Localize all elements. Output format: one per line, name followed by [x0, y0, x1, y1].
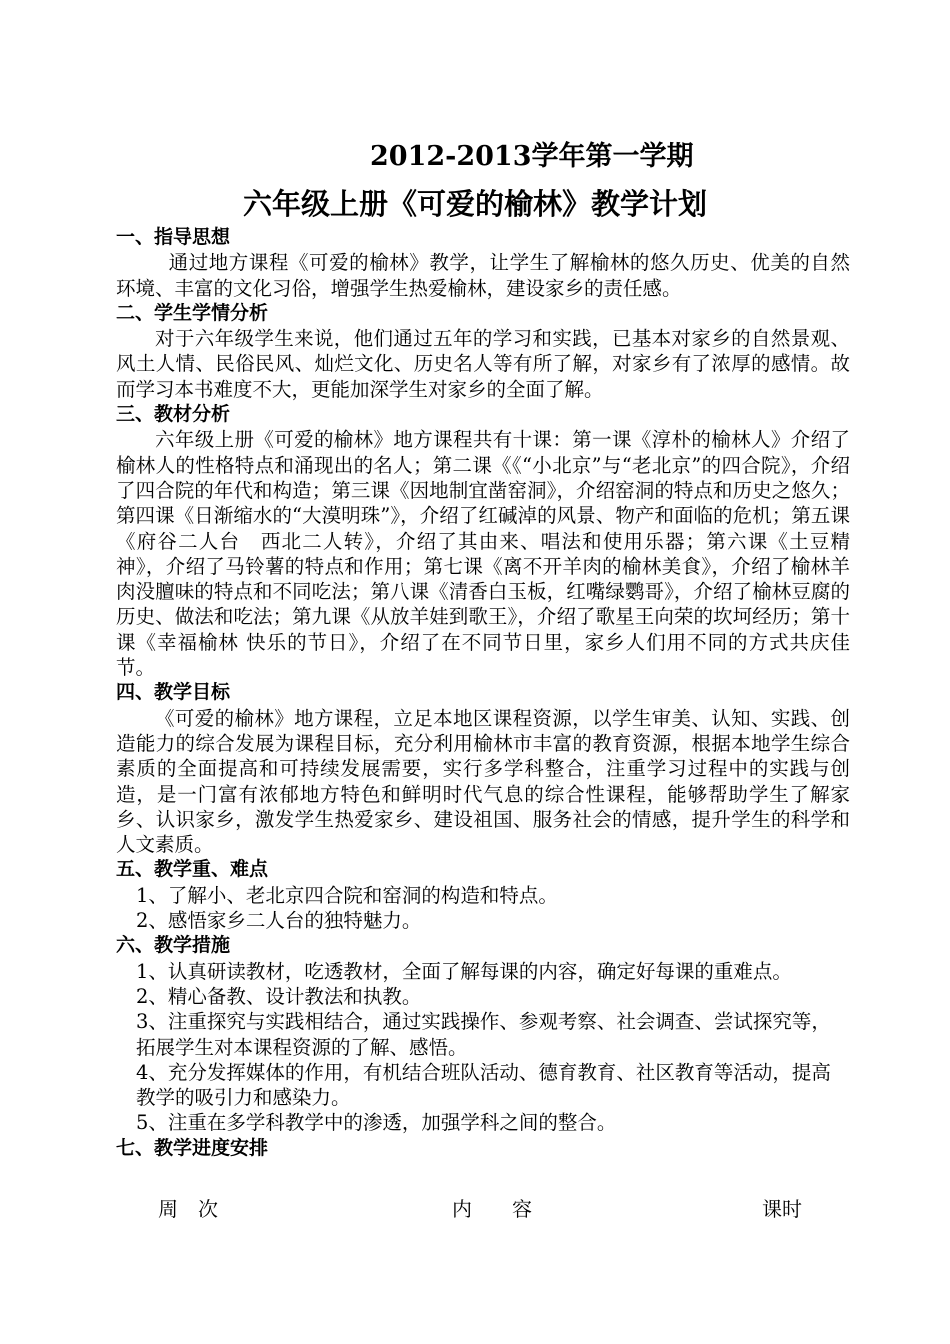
- section-heading: 四、教学目标: [116, 681, 231, 704]
- section-heading: 一、指导思想: [116, 226, 231, 248]
- list-item: 1、了解小、老北京四合院和窑洞的构造和特点。: [136, 883, 558, 907]
- list-item: 2、感悟家乡二人台的独特魅力。: [136, 909, 422, 933]
- section-paragraph: 六年级上册《可爱的榆林》地方课程共有十课：第一课《淳朴的榆林人》介绍了榆林人的性格特点和涌现出的名人；第二课《《“小北京”与“老北京”的四合院》，介绍了四合院的年代和构造；第三课《因地制宜凿窑洞》，介绍窑洞的特点和历史之悠久；第四课《日渐缩水的“大漠明珠”》，介绍了红碱淖的风景、物产和面临的危机；第五课《府谷二人台 西北二人转》，介绍了其由来、唱法和使用乐器；第六课《土豆精神》，介绍了马铃薯的特点和作用；第七课《离不开羊肉的榆林美食》，介绍了榆林羊肉没膻味的特点和不同吃法；第八课《清香白玉板，红嘴绿鹦哥》，介绍了榆林豆腐的历史、做法和吃法；第九课《从放羊娃到歌王》，介绍了歌星王向荣的坎坷经历；第十课《幸福榆林 快乐的节日》，介绍了在不同节日里，家乡人们用不同的方式共庆佳节。: [116, 428, 850, 680]
- section-paragraph: 对于六年级学生来说，他们通过五年的学习和实践，已基本对家乡的自然景观、风土人情、民俗民风、灿烂文化、历史名人等有所了解，对家乡有了浓厚的感情。故而学习本书难度不大，更能加深学生对家乡的全面了解。: [116, 327, 850, 401]
- section-heading: 二、学生学情分析: [116, 301, 269, 324]
- list-item: 2、精心备教、设计教法和执教。: [136, 984, 422, 1008]
- document-body: [116, 225, 850, 1161]
- section-heading: 六、教学措施: [116, 934, 231, 957]
- section-heading: 三、教材分析: [116, 403, 231, 426]
- list-item: 4、充分发挥媒体的作用，有机结合班队活动、德育教育、社区教育等活动，提高教学的吸引力和感染力。: [136, 1060, 831, 1110]
- section-heading: 五、教学重、难点: [116, 858, 269, 881]
- schedule-col-content: 内 容: [452, 1197, 532, 1221]
- document-subtitle: 六年级上册《可爱的榆林》教学计划: [242, 187, 707, 221]
- document-title: 2012-2013学年第一学期: [370, 141, 694, 172]
- list-item: 3、注重探究与实践相结合，通过实践操作、参观考察、社会调查、尝试探究等，拓展学生对本课程资源的了解、感悟。: [136, 1010, 831, 1059]
- list-item: 5、注重在多学科教学中的渗透，加强学科之间的整合。: [136, 1111, 617, 1135]
- schedule-col-week: 周 次: [158, 1197, 218, 1221]
- section-paragraph: 通过地方课程《可爱的榆林》教学，让学生了解榆林的悠久历史、优美的自然环境、丰富的文化习俗，增强学生热爱榆林，建设家乡的责任感。: [116, 251, 850, 300]
- section-heading: 七、教学进度安排: [116, 1136, 269, 1159]
- schedule-col-hours: 课时: [762, 1197, 802, 1221]
- list-item: 1、认真研读教材，吃透教材，全面了解每课的内容，确定好每课的重难点。: [136, 959, 792, 983]
- section-paragraph: 《可爱的榆林》地方课程，立足本地区课程资源，以学生审美、认知、实践、创造能力的综合发展为课程目标，充分利用榆林市丰富的教育资源，根据本地学生综合素质的全面提高和可持续发展需要，实行多学科整合，注重学习过程中的实践与创造，是一门富有浓郁地方特色和鲜明时代气息的综合性课程，能够帮助学生了解家乡、认识家乡，激发学生热爱家乡、建设祖国、服务社会的情感，提升学生的科学和人文素质。: [116, 706, 850, 857]
